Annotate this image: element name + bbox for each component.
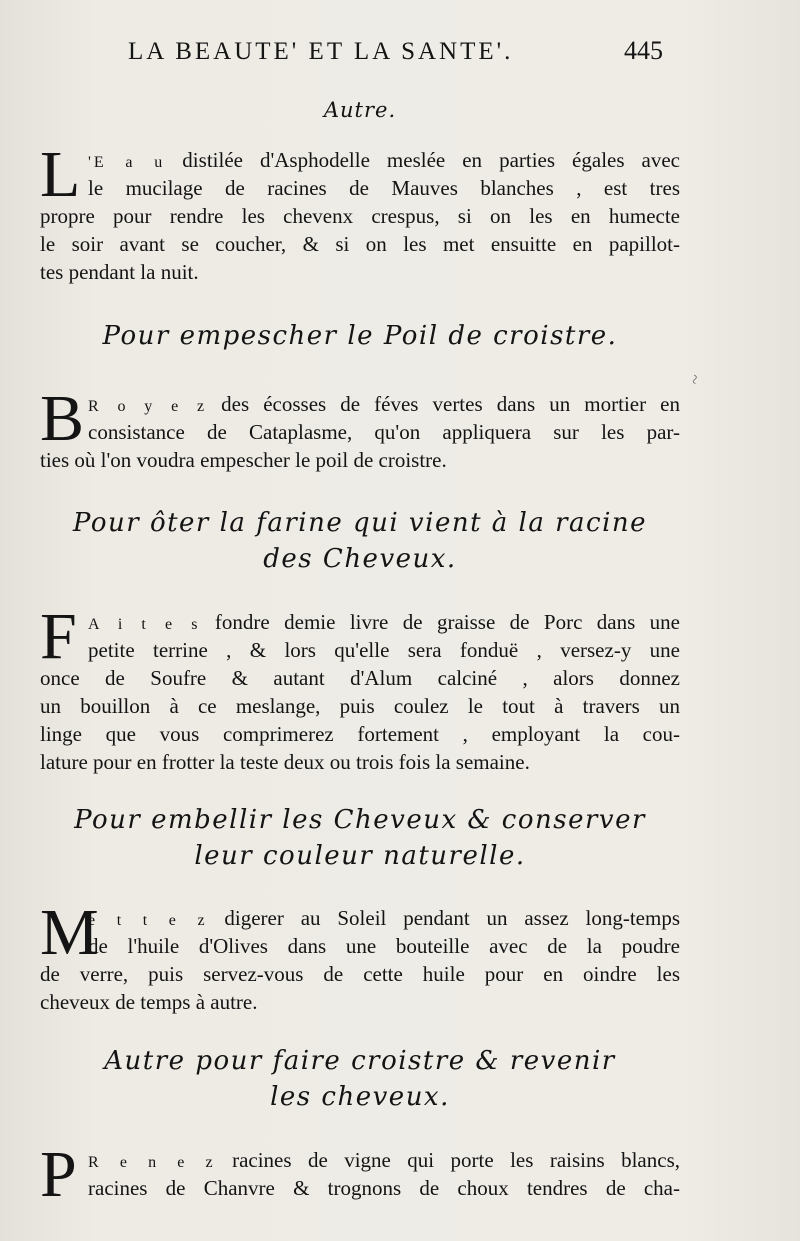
heading-line: Autre pour faire croistre & revenir [104, 1046, 616, 1076]
margin-note: ~ [684, 372, 706, 387]
text-line: un bouillon à ce meslange, puis coulez le tout à travers un [40, 694, 680, 718]
text-line: once de Soufre & autant d'Alum calciné , alors donnez [40, 666, 680, 690]
heading-line: les cheveux. [270, 1082, 450, 1112]
small-caps-lead: R e n e z [88, 1154, 216, 1171]
paragraph [40, 600, 681, 776]
line-text: distilée d'Asphodelle meslée en parties égales avec [165, 148, 680, 172]
drop-cap: M [40, 896, 99, 969]
heading-line: Pour ôter la farine qui vient à la racine [72, 508, 648, 538]
small-caps-lead: e t t e z [88, 912, 208, 929]
drop-cap: P [40, 1138, 77, 1211]
text-line [88, 390, 680, 418]
paragraph [40, 1138, 680, 1211]
text-line: consistance de Cataplasme, qu'on appliquera sur les par- [88, 420, 680, 444]
section-heading: Autre. [323, 98, 397, 122]
text-line [88, 904, 680, 932]
text-line: linge que vous comprimerez fortement , employant la cou- [40, 722, 680, 746]
running-head: LA BEAUTE' ET LA SANTE'. [128, 38, 514, 65]
text-line [88, 608, 680, 636]
paragraph [40, 896, 680, 1016]
line-text: des écosses de féves vertes dans un mortier en [207, 392, 680, 416]
text-line: lature pour en frotter la teste deux ou trois fois la semaine. [40, 750, 530, 774]
text-line: le soir avant se coucher, & si on les met ensuitte en papillot- [40, 232, 680, 256]
section-heading: Pour empescher le Poil de croistre. [102, 321, 618, 351]
drop-cap: F [40, 600, 77, 673]
text-line [88, 1146, 680, 1174]
heading-line: des Cheveux. [263, 544, 457, 574]
heading-line: leur couleur naturelle. [194, 841, 526, 871]
small-caps-lead: A i t e s [88, 616, 201, 633]
paragraph [40, 138, 680, 286]
text-line: racines de Chanvre & trognons de choux tendres de cha- [88, 1176, 680, 1200]
text-line [88, 146, 680, 174]
small-caps-lead: R o y e z [88, 398, 208, 415]
line-text: fondre demie livre de graisse de Porc dans une [200, 610, 681, 634]
line-text: racines de vigne qui porte les raisins blancs, [215, 1148, 680, 1172]
text-line: petite terrine , & lors qu'elle sera fonduë , versez-y une [88, 638, 680, 662]
small-caps-lead: 'E a u [88, 154, 166, 171]
text-line: propre pour rendre les chevenx crespus, si on les en humecte [40, 204, 680, 228]
paragraph [40, 382, 680, 474]
text-line: tes pendant la nuit. [40, 260, 199, 284]
section-heading [40, 1043, 680, 1115]
text-line: de l'huile d'Olives dans une bouteille avec de la poudre [88, 934, 680, 958]
drop-cap: L [40, 138, 81, 211]
line-text: digerer au Soleil pendant un assez long-temps [207, 906, 680, 930]
page-number: 445 [624, 36, 663, 65]
drop-cap: B [40, 382, 85, 455]
text-line: le mucilage de racines de Mauves blanches , est tres [88, 176, 680, 200]
section-heading [40, 505, 680, 577]
section-heading [40, 802, 680, 874]
text-line: de verre, puis servez-vous de cette huile pour en oindre les [40, 962, 680, 986]
heading-line: Pour embellir les Cheveux & conserver [74, 805, 646, 835]
text-line: cheveux de temps à autre. [40, 990, 258, 1014]
text-line: ties où l'on voudra empescher le poil de croistre. [40, 448, 447, 472]
